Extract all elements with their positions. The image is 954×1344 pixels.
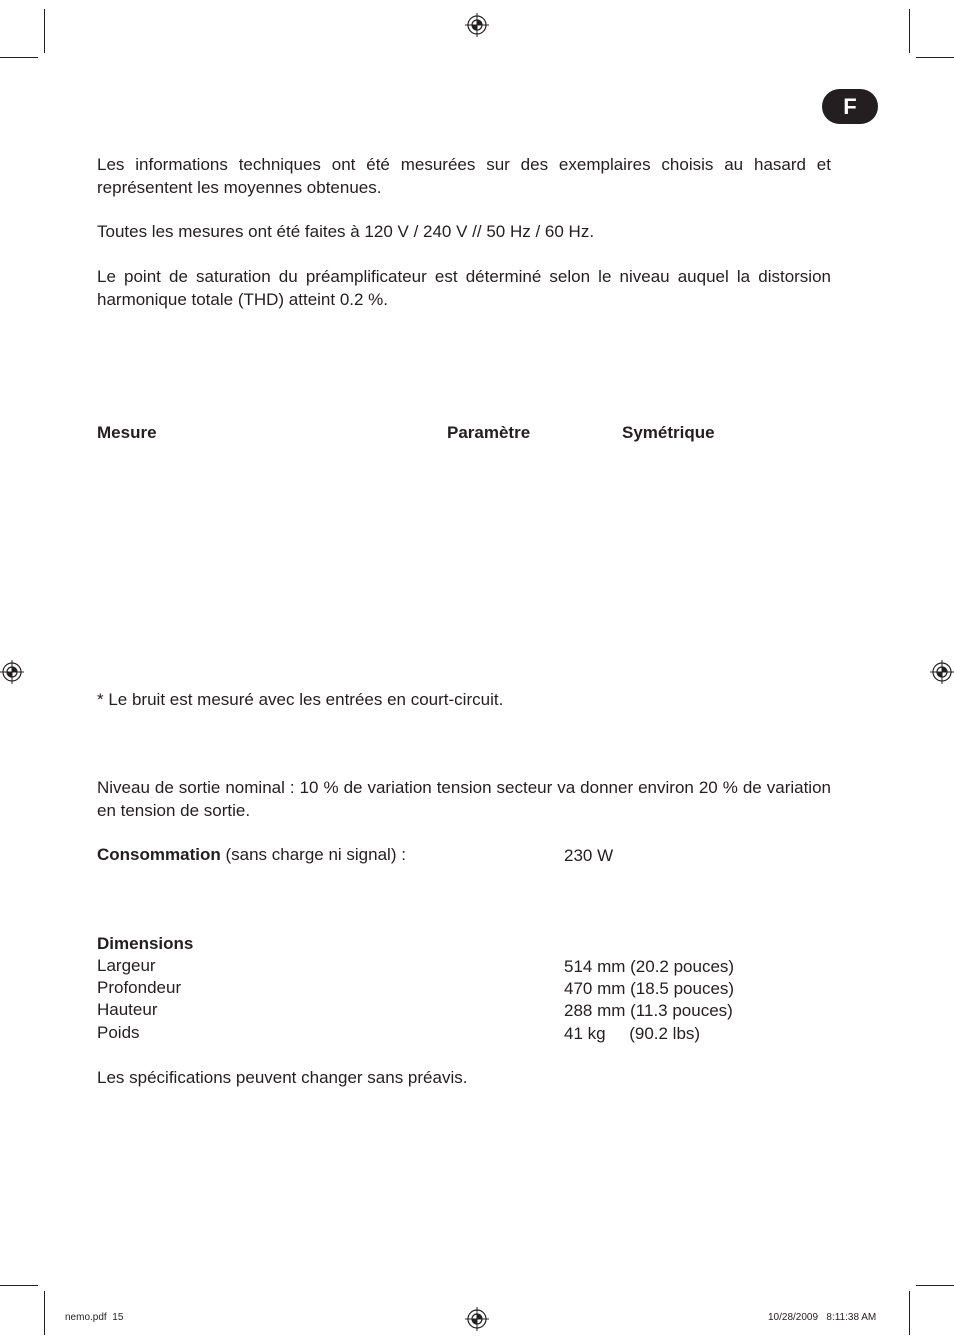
intro-paragraph: Les informations techniques ont été mesurées sur des exemplaires choisis au hasard et représentent les moyennes obtenues. (97, 155, 831, 197)
footer-filename: nemo.pdf 15 (65, 1312, 124, 1323)
dimension-value-hauteur: 288 mm (11.3 pouces) (564, 1001, 733, 1020)
dimension-label-profondeur: Profondeur (97, 978, 182, 997)
dimension-value-poids: 41 kg (90.2 lbs) (564, 1024, 701, 1043)
crop-mark (44, 1291, 45, 1335)
registration-mark-icon (930, 660, 954, 684)
dimensions-title: Dimensions (97, 934, 194, 953)
voltage-paragraph: Toutes les mesures ont été faites à 120 V / 240 V // 50 Hz / 60 Hz. (97, 222, 595, 241)
language-badge: F (822, 89, 878, 124)
table-header-symetrique: Symétrique (622, 423, 715, 442)
crop-mark (909, 1291, 910, 1335)
consumption-value: 230 W (564, 846, 614, 865)
dimension-label-hauteur: Hauteur (97, 1000, 158, 1019)
dimension-value-profondeur: 470 mm (18.5 pouces) (564, 979, 735, 998)
dimension-label-poids: Poids (97, 1023, 140, 1042)
crop-mark (0, 57, 38, 58)
disclaimer: Les spécifications peuvent changer sans préavis. (97, 1068, 468, 1087)
crop-mark (0, 1285, 38, 1286)
crop-mark (916, 57, 954, 58)
nominal-output-paragraph: Niveau de sortie nominal : 10 % de variation tension secteur va donner environ 20 % de variation en tension de sortie. (97, 778, 831, 820)
footer-timestamp: 10/28/2009 8:11:38 AM (768, 1312, 877, 1323)
crop-mark (916, 1285, 954, 1286)
dimension-value-largeur: 514 mm (20.2 pouces) (564, 957, 735, 976)
table-header-parametre: Paramètre (447, 423, 531, 442)
consumption-title: Consommation (97, 845, 221, 864)
noise-note: * Le bruit est mesuré avec les entrées en court-circuit. (97, 690, 504, 709)
crop-mark (44, 9, 45, 53)
consumption-detail: (sans charge ni signal) : (220, 845, 406, 864)
registration-mark-icon (465, 1307, 489, 1331)
registration-mark-icon (0, 660, 24, 684)
dimension-label-largeur: Largeur (97, 956, 156, 975)
crop-mark (909, 9, 910, 53)
saturation-paragraph: Le point de saturation du préamplificateur est déterminé selon le niveau auquel la distorsion harmonique totale (THD) atteint 0.2 %. (97, 267, 831, 309)
table-header-mesure: Mesure (97, 423, 157, 442)
registration-mark-icon (465, 13, 489, 37)
consumption-label (97, 845, 406, 865)
